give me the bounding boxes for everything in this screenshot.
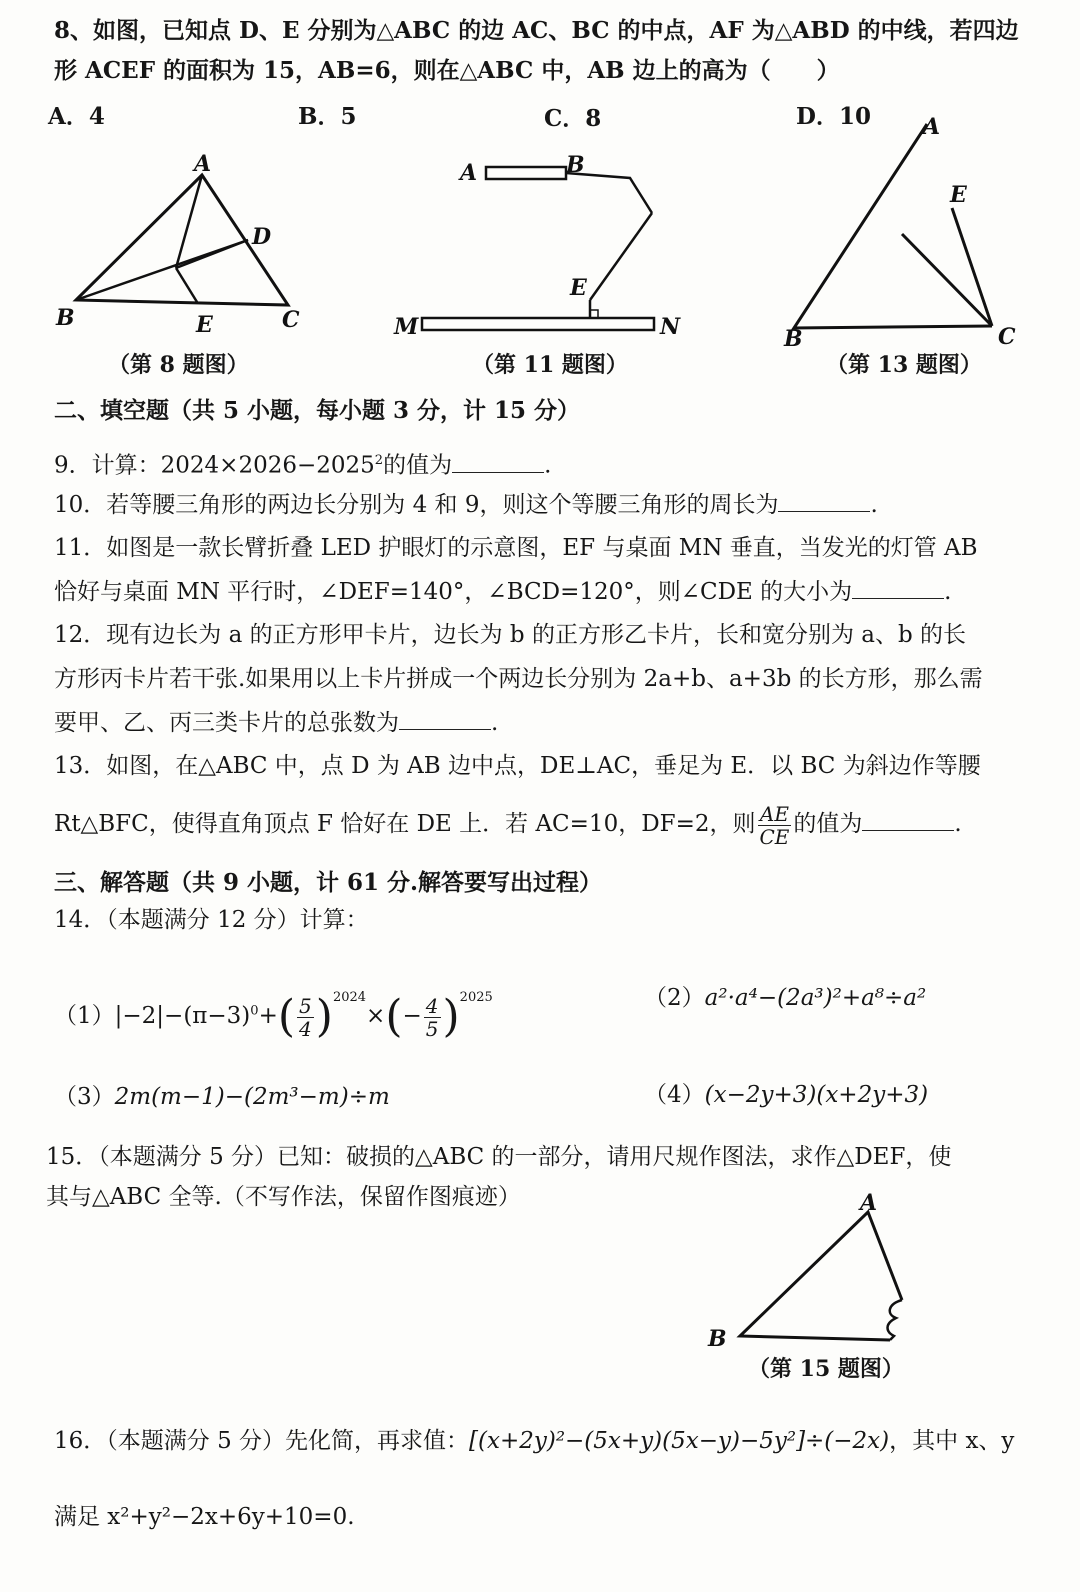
q11-end: . (944, 579, 952, 605)
q13-line1: 13．如图，在△ABC 中，点 D 为 AB 边中点，DE⊥AC，垂足为 E．以 BC 为斜边作等腰 (54, 753, 981, 779)
q9-line (54, 446, 551, 481)
q13-line2-tail: 的值为 (793, 811, 863, 837)
fig11-label-m: M (394, 314, 419, 340)
q9-answer-blank[interactable] (452, 452, 544, 473)
fig11-label-b: B (566, 152, 585, 178)
q14-part2 (644, 983, 926, 1013)
q14-1-exp2: 2025 (459, 990, 493, 1005)
q10-text: 10．若等腰三角形的两边长分别为 4 和 9，则这个等腰三角形的周长为 (54, 492, 779, 518)
fig15-label-a: A (860, 1190, 878, 1216)
fig13-caption: （第 13 题图） (826, 352, 982, 378)
fig11-arm-upper (566, 173, 652, 213)
q11-line1: 11．如图是一款长臂折叠 LED 护眼灯的示意图，EF 与桌面 MN 垂直，当发光的灯管 AB (54, 535, 978, 561)
q12-answer-blank[interactable] (399, 709, 491, 730)
q16-line2: 满足 x²+y²−2x+6y+10=0. (54, 1504, 355, 1530)
q13-frac-den: CE (759, 824, 790, 849)
q10-line (54, 490, 878, 520)
fig8-label-c: C (282, 307, 300, 333)
fig11-label-n: N (660, 314, 681, 340)
fig11-arm-lower (590, 213, 652, 300)
q14-3-expr: 2m(m−1)−(2m³−m)÷m (114, 1084, 390, 1110)
q14-1-sup0: 0 (250, 1003, 259, 1019)
figure-13 (780, 110, 1040, 350)
q13-end: . (954, 811, 962, 837)
q14-1-f2-num: 4 (425, 993, 439, 1018)
q11-answer-blank[interactable] (852, 578, 944, 599)
fig15-partial-triangle (740, 1212, 902, 1340)
q8-option-d: D．10 (796, 103, 871, 130)
q14-1-label: （1） (54, 1003, 115, 1029)
q14-3-label: （3） (54, 1084, 115, 1110)
q9-end: . (544, 452, 552, 479)
fig8-label-a: A (194, 151, 212, 177)
q8-line1: 8、如图，已知点 D、E 分别为△ABC 的边 AC、BC 的中点，AF 为△ABD 的中线，若四边 (54, 17, 1019, 44)
figure-8 (50, 150, 320, 350)
fig11-lamp-tube (486, 167, 566, 179)
fig13-segment-ec (952, 208, 992, 326)
q14-1-f1-den: 4 (299, 1016, 312, 1041)
q8-line2: 形 ACEF 的面积为 15，AB=6，则在△ABC 中，AB 边上的高为（ ） (54, 57, 840, 84)
q14-1-exp1: 2024 (332, 990, 367, 1005)
fig11-desk-mn (422, 318, 654, 330)
q8-option-b: B．5 (298, 103, 357, 130)
q14-part3 (54, 1082, 390, 1112)
q13-fraction (758, 803, 792, 848)
fig13-segment-fc (902, 234, 992, 326)
q14-2-label: （2） (644, 985, 705, 1011)
q14-4-label: （4） (644, 1082, 705, 1108)
q8-option-a: A．4 (48, 103, 105, 130)
q14-1-times: × (366, 1003, 386, 1029)
q13-answer-blank[interactable] (862, 810, 954, 831)
q14-1-plus: + (258, 1003, 278, 1029)
q14-1-lparen2: ( (385, 991, 403, 1042)
q14-1-rparen2: ) (442, 991, 460, 1042)
figure-15 (700, 1190, 930, 1360)
q9-text: 9．计算：2024×2026−2025 (54, 452, 375, 479)
q16-line1-text: 16．（本题满分 5 分）先化简，再求值： (54, 1428, 470, 1454)
q14-4-expr: (x−2y+3)(x+2y+3) (704, 1082, 929, 1108)
q16-line1 (54, 1426, 1014, 1456)
q9-sup: 2 (374, 453, 384, 468)
q14-2-expr: a²·a⁴−(2a³)²+a⁸÷a² (704, 985, 927, 1011)
q14-1-lparen1: ( (277, 991, 296, 1042)
q14-1-f1-num: 5 (299, 993, 312, 1018)
q12-line3-text: 要甲、乙、丙三类卡片的总张数为 (54, 710, 399, 736)
fig8-label-b: B (56, 305, 75, 331)
section2-title: 二、填空题（共 5 小题，每小题 3 分，计 15 分） (54, 397, 581, 424)
q14-1-rparen1: ) (315, 991, 333, 1042)
q16-line1-tail: ，其中 x、y (889, 1428, 1015, 1454)
fig13-label-b: B (784, 326, 803, 350)
q13-frac-num: AE (758, 803, 792, 826)
q13-line2 (54, 800, 962, 848)
q10-answer-blank[interactable] (778, 491, 870, 512)
fig8-segment-fe (176, 268, 197, 302)
q12-line1: 12．现有边长为 a 的正方形甲卡片，边长为 b 的正方形乙卡片，长和宽分别为 a、b 的长 (54, 622, 967, 648)
fig8-label-d: D (252, 224, 272, 250)
fig11-label-e: E (570, 275, 587, 301)
q9-tail: 的值为 (383, 452, 453, 479)
q12-end: . (491, 710, 499, 736)
q14-1-expr-a: |−2|−(π−3) (114, 1003, 251, 1029)
fig8-segment-bd (76, 240, 248, 300)
fig13-label-c: C (998, 324, 1016, 350)
section3-title: 三、解答题（共 9 小题，计 61 分.解答要写出过程） (54, 869, 603, 896)
q10-end: . (870, 492, 878, 518)
fig13-label-a: A (923, 114, 941, 140)
q15-line1: 15．（本题满分 5 分）已知：破损的△ABC 的一部分，请用尺规作图法，求作△DEF，使 (46, 1144, 952, 1170)
fig8-label-e: E (196, 312, 213, 338)
q13-line2-text: Rt△BFC，使得直角顶点 F 恰好在 DE 上．若 AC=10，DF=2，则 (54, 811, 756, 837)
q14-1-frac2 (424, 995, 441, 1040)
fig15-caption: （第 15 题图） (748, 1356, 904, 1382)
q12-line3 (54, 708, 498, 738)
q11-line2 (54, 577, 951, 607)
figure-11 (390, 150, 690, 350)
q15-line2: 其与△ABC 全等.（不写作法，保留作图痕迹） (46, 1184, 521, 1210)
q14-part1 (54, 968, 493, 1047)
q11-line2-text: 恰好与桌面 MN 平行时，∠DEF=140°，∠BCD=120°，则∠CDE 的大小为 (54, 579, 853, 605)
q8-option-c: C．8 (544, 105, 602, 132)
fig11-label-a: A (460, 160, 478, 186)
fig13-label-e: E (950, 182, 967, 208)
q14-1-frac1 (297, 995, 314, 1040)
fig15-label-b: B (708, 1326, 727, 1352)
q12-line2: 方形丙卡片若干张.如果用以上卡片拼成一个两边长分别为 2a+b、a+3b 的长方形，那么需 (54, 666, 983, 692)
fig8-caption: （第 8 题图） (108, 352, 249, 378)
q14-1-minus: − (402, 1003, 422, 1029)
q14-1-f2-den: 5 (425, 1016, 439, 1041)
q14-title: 14．（本题满分 12 分）计算： (54, 907, 369, 933)
q16-expr: [(x+2y)²−(5x+y)(5x−y)−5y²]÷(−2x) (469, 1428, 890, 1454)
fig15-broken-edge (888, 1300, 903, 1340)
q14-part4 (644, 1080, 928, 1110)
fig11-caption: （第 11 题图） (472, 352, 628, 378)
